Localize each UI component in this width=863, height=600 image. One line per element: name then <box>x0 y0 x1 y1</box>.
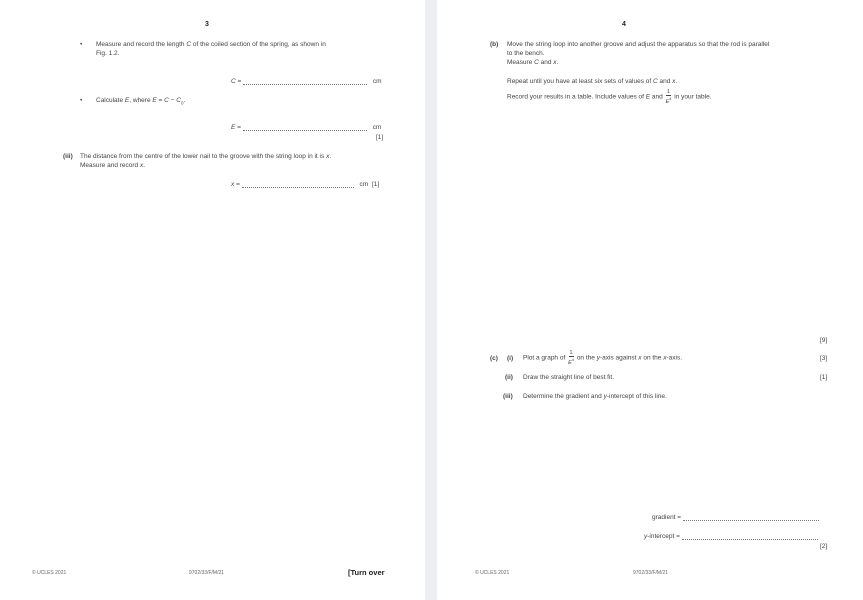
yintercept-answer-line: y-intercept = <box>644 533 818 540</box>
qb-line2: to the bench. <box>507 50 545 57</box>
yintercept-answer-field[interactable] <box>682 533 818 540</box>
qc3-text: Determine the gradient and y-intercept of this line. <box>523 393 667 400</box>
qb-line3: Measure C and x. <box>507 59 559 66</box>
footer-code: 9702/33/F/M/21 <box>633 570 669 576</box>
q3-line2: Measure and record x. <box>80 162 146 169</box>
marks: [9] <box>820 337 828 344</box>
footer-copyright: © UCLES 2021 <box>32 570 67 576</box>
x-answer-field[interactable] <box>242 181 354 188</box>
footer-code: 9702/33/F/M/21 <box>189 570 225 576</box>
bullet2-text: Calculate E, where $E = C - C_0$. <box>96 97 186 106</box>
qb-record: Record your results in a table. Include values of E and $\frac{1}{E^4}$ in your table. <box>507 89 712 105</box>
question-label: (iii) <box>63 153 73 160</box>
gradient-answer-field[interactable] <box>683 514 819 521</box>
question-label: (b) <box>490 41 499 48</box>
sub-question-label: (iii) <box>503 393 513 400</box>
bullet1-text: Measure and record the length C of the coiled section of the spring, as shown in <box>96 41 326 48</box>
bullet1-line2: Fig. 1.2. <box>96 50 120 57</box>
fraction: $\frac{1}{E^4}$ <box>568 350 574 366</box>
qb-line1: Move the string loop into another groove and adjust the apparatus so that the rod is parallel <box>507 41 770 48</box>
qb-repeat: Repeat until you have at least six sets of values of C and x. <box>507 78 678 85</box>
page-number: 4 <box>622 21 626 28</box>
left-page <box>0 0 425 600</box>
q3-line1: The distance from the centre of the lower nail to the groove with the string loop in it is x. <box>80 153 332 160</box>
footer-copyright: © UCLES 2021 <box>475 570 510 576</box>
c-answer-line: C = cm <box>231 78 382 85</box>
gradient-answer-line: gradient = <box>652 514 819 521</box>
sub-question-label: (ii) <box>505 374 513 381</box>
question-label: (c) <box>490 355 498 362</box>
marks: [2] <box>820 543 828 550</box>
bullet: • <box>80 41 83 48</box>
right-page <box>437 0 863 600</box>
turn-over: [Turn over <box>348 568 385 577</box>
marks: [1] <box>820 374 828 381</box>
qc1-text: Plot a graph of $\frac{1}{E^4}$ on the y-axis against x on the x-axis. <box>523 350 682 366</box>
marks: [3] <box>820 355 828 362</box>
bullet: • <box>80 97 83 104</box>
x-answer-line: x = cm [1] <box>231 181 380 188</box>
qc2-text: Draw the straight line of best fit. <box>523 374 615 381</box>
page-number: 3 <box>205 21 209 28</box>
marks: [1] <box>376 134 384 141</box>
e-answer-line: E = cm <box>231 124 382 131</box>
sub-question-label: (i) <box>507 355 514 362</box>
e-answer-field[interactable] <box>243 124 367 131</box>
c-answer-field[interactable] <box>243 78 367 85</box>
fraction: $\frac{1}{E^4}$ <box>665 89 672 105</box>
